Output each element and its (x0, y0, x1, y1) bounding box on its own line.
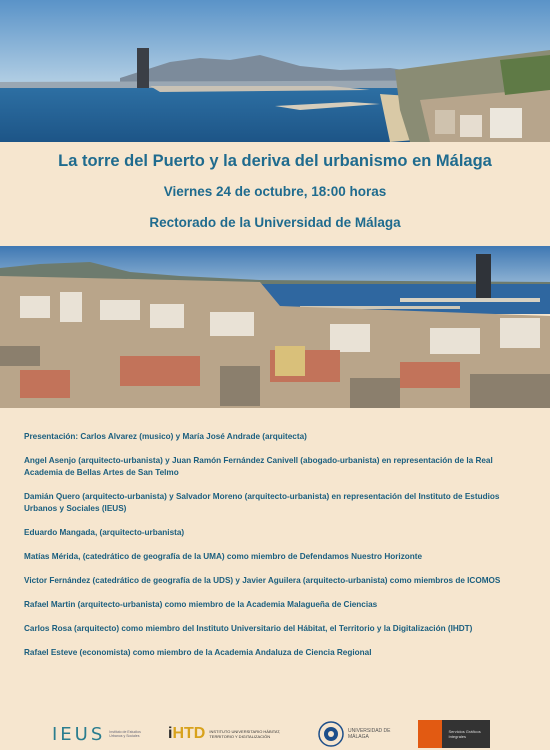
city-skyline-photo (0, 246, 550, 408)
event-venue: Rectorado de la Universidad de Málaga (149, 215, 401, 230)
list-item: Rafael Esteve (economista) como miembro de la Academia Andaluza de Ciencia Regional (24, 648, 372, 657)
event-heading (0, 142, 550, 246)
list-item: Rafael Martin (arquitecto-urbanista) como miembro de la Academia Malagueña de Ciencias (24, 600, 378, 609)
uma-seal-icon (318, 721, 344, 747)
sgi-logo (418, 718, 490, 750)
event-date-time: Viernes 24 de octubre, 18:00 horas (163, 184, 387, 199)
ieus-logo-mark: IEUS (52, 723, 106, 745)
uma-logo-text: UNIVERSIDAD DE MÁLAGA (348, 728, 391, 740)
uma-logo (318, 718, 398, 750)
list-item: Damián Quero (arquitecto-urbanista) y Salvador Moreno (arquitecto-urbanista) en representación del Instituto de Estudios Urbanos y Sociales (IEUS) (24, 492, 500, 513)
list-item: Angel Asenjo (arquitecto-urbanista) y Juan Ramón Fernández Canivell (abogado-urbanista) en representación de la Real Academia de Bellas Artes de San Telmo (24, 456, 493, 477)
ihtd-logo (168, 718, 285, 750)
speaker-list (24, 431, 524, 671)
sponsor-logos (0, 718, 550, 750)
list-item: Eduardo Mangada, (arquitecto-urbanista) (24, 528, 185, 537)
harbour-panorama-photo (0, 0, 550, 142)
sgi-logo-box (418, 720, 490, 748)
ihtd-logo-text: INSTITUTO UNIVERSITARIO HÁBITAT, TERRITORIO Y DIGITALIZACIÓN (209, 729, 281, 739)
ihtd-logo-mark: iHTD (168, 725, 206, 742)
list-item: Carlos Rosa (arquitecto) como miembro del Instituto Universitario del Hábitat, el Territorio y la Digitalización (IHDT) (24, 624, 473, 633)
sgi-logo-mark-icon (418, 720, 442, 748)
ieus-logo (52, 718, 149, 750)
list-item: Victor Fernández (catedrático de geografía de la UDS) y Javier Aguilera (arquitecto-urbanista) como miembros de ICOMOS (24, 576, 501, 585)
list-item: Matías Mérida, (catedrático de geografía de la UMA) como miembro de Defendamos Nuestro Horizonte (24, 552, 423, 561)
event-title: La torre del Puerto y la deriva del urbanismo en Málaga (58, 152, 492, 170)
list-item: Presentación: Carlos Alvarez (musico) y María José Andrade (arquitecta) (24, 432, 307, 441)
ieus-logo-text: Instituto de Estudios Urbanos y Sociales (109, 730, 141, 738)
sgi-logo-text: Servicios Gráficos Integrales (448, 729, 481, 739)
